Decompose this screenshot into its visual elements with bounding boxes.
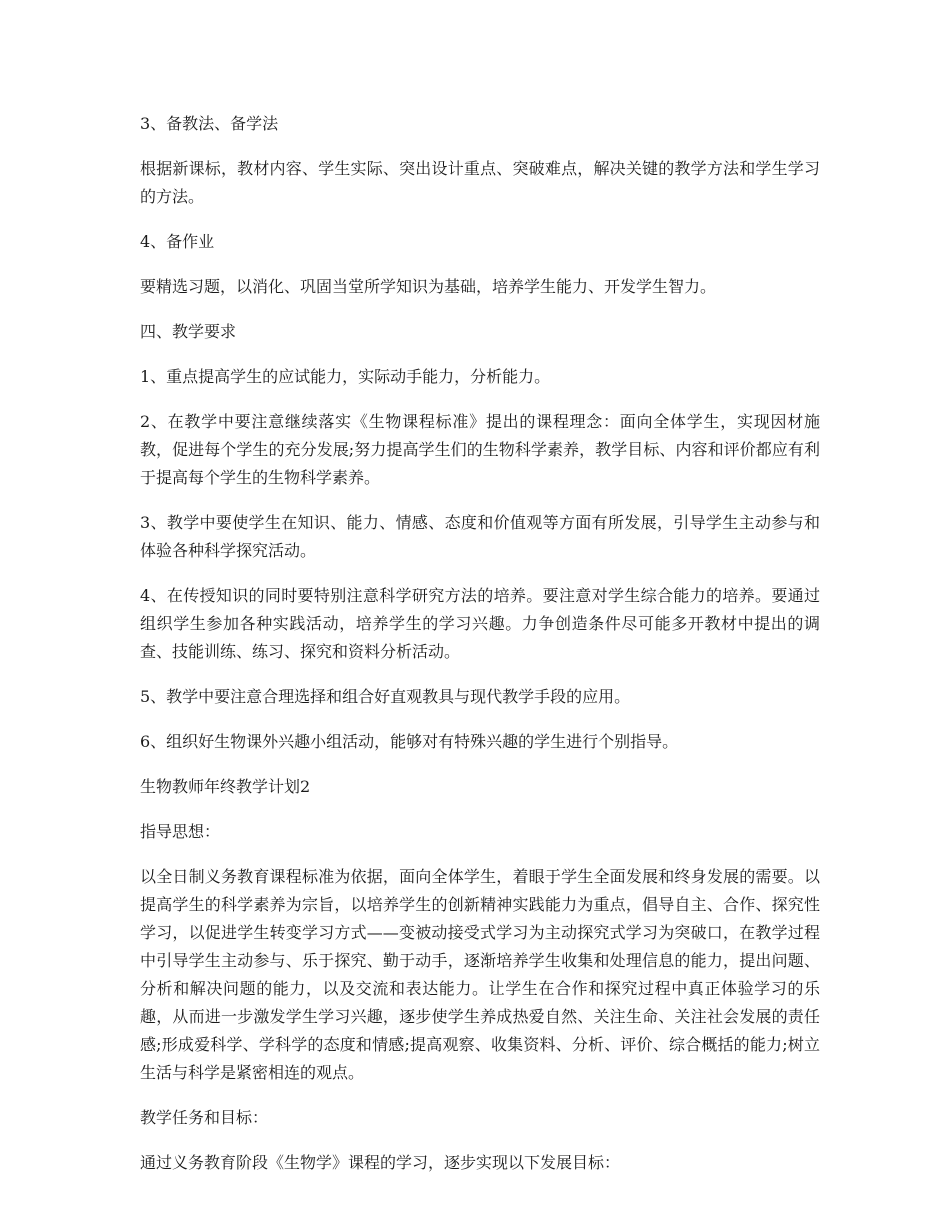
section-heading-homework: 4、备作业 [140,232,215,251]
section-heading-requirements: 四、教学要求 [140,322,237,341]
requirement-item-2: 2、在教学中要注意继续落实《生物课程标准》提出的课程理念：面向全体学生，实现因材施教，促进每个学生的充分发展;努力提高学生们的生物科学素养，教学目标、内容和评价都应有利于提高每个学生的生物科学素养。 [140,412,820,487]
requirement-item-1: 1、重点提高学生的应试能力，实际动手能力，分析能力。 [140,367,551,386]
requirement-item-4: 4、在传授知识的同时要特别注意科学研究方法的培养。要注意对学生综合能力的培养。要通过组织学生参加各种实践活动，培养学生的学习兴趣。力争创造条件尽可能多开教材中提出的调查、技能训练、练习、探究和资料分析活动。 [140,586,820,661]
requirement-item-5: 5、教学中要注意合理选择和组合好直观教具与现代教学手段的应用。 [140,687,631,706]
paragraph-guiding-ideas: 以全日制义务教育课程标准为依据，面向全体学生，着眼于学生全面发展和终身发展的需要。以提高学生的科学素养为宗旨，以培养学生的创新精神实践能力为重点，倡导自主、合作、探究性学习，以促进学生转变学习方式——变被动接受式学习为主动探究式学习为突破口，在教学过程中引导学生主动参与、乐于探究、勤于动手，逐渐培养学生收集和处理信息的能力，提出问题、分析和解决问题的能力，以及交流和表达能力。让学生在合作和探究过程中真正体验学习的乐趣，从而进一步激发学生学习兴趣，逐步使学生养成热爱自然、关注生命、关注社会发展的责任感;形成爱科学、学科学的态度和情感;提高观察、收集资料、分析、评价、综合概括的能力;树立生活与科学是紧密相连的观点。 [140,867,820,1082]
section-heading-tasks-goals: 教学任务和目标： [140,1108,269,1127]
section-heading-guiding-ideas: 指导思想： [140,822,221,841]
paragraph-teaching-methods: 根据新课标，教材内容、学生实际、突出设计重点、突破难点，解决关键的教学方法和学生学习的方法。 [140,159,820,206]
plan-title-2: 生物教师年终教学计划2 [140,777,311,796]
requirement-item-3: 3、教学中要使学生在知识、能力、情感、态度和价值观等方面有所发展，引导学生主动参与和体验各种科学探究活动。 [140,513,820,560]
paragraph-homework: 要精选习题，以消化、巩固当堂所学知识为基础，培养学生能力、开发学生智力。 [140,277,717,296]
paragraph-tasks-goals: 通过义务教育阶段《生物学》课程的学习，逐步实现以下发展目标： [140,1153,621,1172]
section-heading-teaching-methods: 3、备教法、备学法 [140,114,279,133]
document-body [140,110,820,1194]
requirement-item-6: 6、组织好生物课外兴趣小组活动，能够对有特殊兴趣的学生进行个别指导。 [140,732,679,751]
